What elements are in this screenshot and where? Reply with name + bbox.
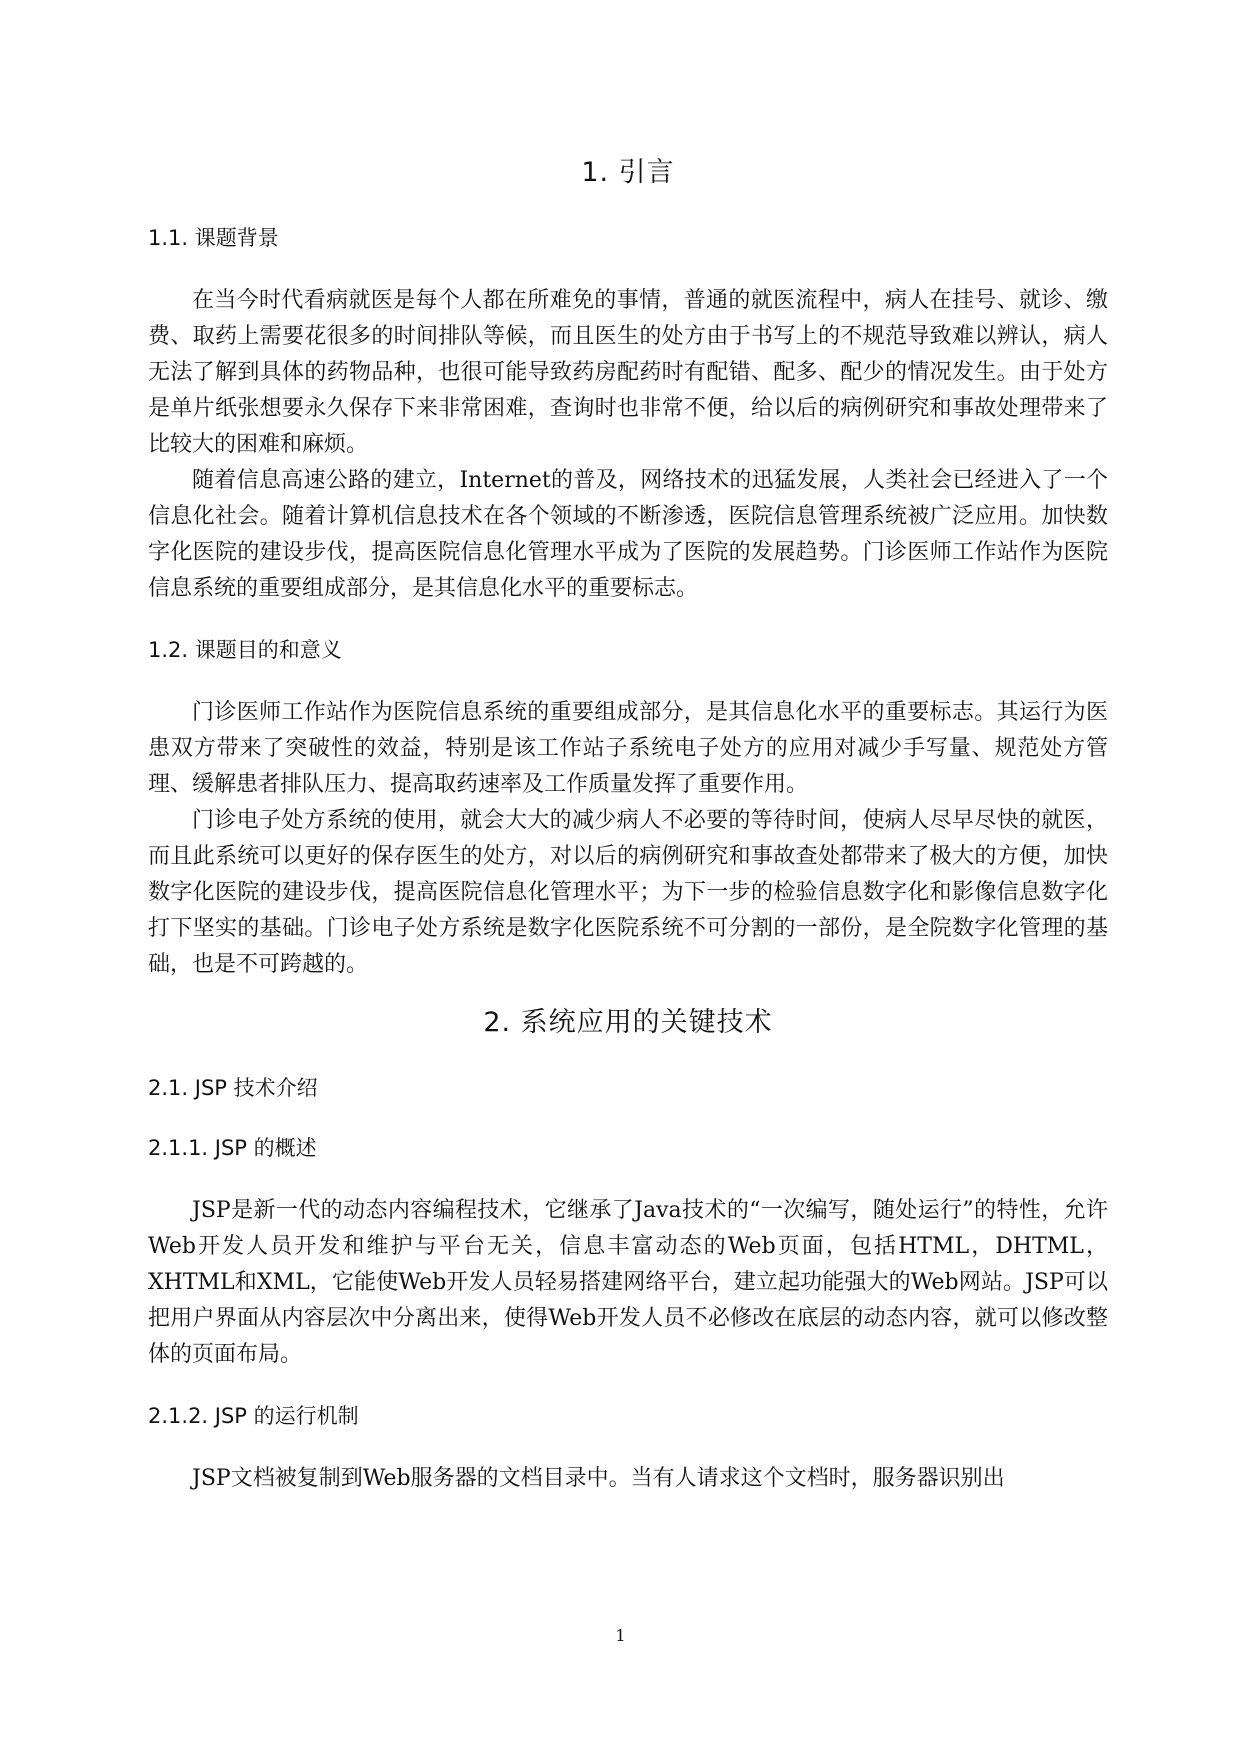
section-1-title: 1. 引言 bbox=[581, 157, 675, 188]
page-number: 1 bbox=[615, 1626, 626, 1645]
section-2-1-1-heading: 2.1.1. JSP 的概述 bbox=[148, 1136, 317, 1160]
paragraph: 门诊电子处方系统的使用，就会大大的减少病人不必要的等待时间，使病人尽早尽快的就医，而且此系统可以更好的保存医生的处方，对以后的病例研究和事故查处都带来了极大的方便，加快数字化医院的建设步伐，提高医院信息化管理水平；为下一步的检验信息数字化和影像信息数字化打下坚实的基础。门诊电子处方系统是数字化医院系统不可分割的一部份，是全院数字化管理的基础，也是不可跨越的。 bbox=[148, 808, 1108, 977]
section-2-1-heading: 2.1. JSP 技术介绍 bbox=[148, 1076, 318, 1100]
section-2-title: 2. 系统应用的关键技术 bbox=[483, 1007, 773, 1038]
paragraph: JSP文档被复制到Web服务器的文档目录中。当有人请求这个文档时，服务器识别出 bbox=[192, 1466, 1005, 1491]
paragraph: 门诊医师工作站作为医院信息系统的重要组成部分，是其信息化水平的重要标志。其运行为医患双方带来了突破性的效益，特别是该工作站子系统电子处方的应用对减少手写量、规范处方管理、缓解患者排队压力、提高取药速率及工作质量发挥了重要作用。 bbox=[148, 700, 1108, 797]
page-content bbox=[148, 145, 1108, 1497]
section-1-2-heading: 1.2. 课题目的和意义 bbox=[148, 638, 342, 662]
section-2-1-2-heading: 2.1.2. JSP 的运行机制 bbox=[148, 1404, 359, 1428]
paragraph: 随着信息高速公路的建立，Internet的普及，网络技术的迅猛发展，人类社会已经进入了一个信息化社会。随着计算机信息技术在各个领域的不断渗透，医院信息管理系统被广泛应用。加快数字化医院的建设步伐，提高医院信息化管理水平成为了医院的发展趋势。门诊医师工作站作为医院信息系统的重要组成部分，是其信息化水平的重要标志。 bbox=[148, 468, 1108, 601]
paragraph: JSP是新一代的动态内容编程技术，它继承了Java技术的“一次编写，随处运行”的特性，允许Web开发人员开发和维护与平台无关，信息丰富动态的Web页面，包括HTML，DHTML，XHTML和XML，它能使Web开发人员轻易搭建网络平台，建立起功能强大的Web网站。JSP可以把用户界面从内容层次中分离出来，使得Web开发人员不必修改在底层的动态内容，就可以修改整体的页面布局。 bbox=[148, 1198, 1108, 1367]
paragraph: 在当今时代看病就医是每个人都在所难免的事情，普通的就医流程中，病人在挂号、就诊、缴费、取药上需要花很多的时间排队等候，而且医生的处方由于书写上的不规范导致难以辨认，病人无法了解到具体的药物品种，也很可能导致药房配药时有配错、配多、配少的情况发生。由于处方是单片纸张想要永久保存下来非常困难，查询时也非常不便，给以后的病例研究和事故处理带来了比较大的困难和麻烦。 bbox=[148, 288, 1108, 457]
section-1-1-heading: 1.1. 课题背景 bbox=[148, 226, 279, 250]
